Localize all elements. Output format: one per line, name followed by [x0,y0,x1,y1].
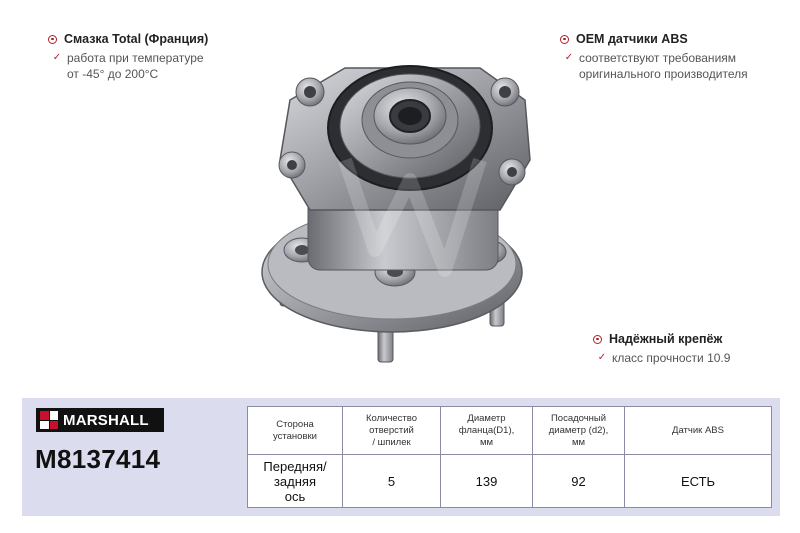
value-line: 92 [571,473,586,489]
spec-table-header-row [248,407,772,455]
header-line: Сторона [276,418,314,430]
header-seat-diameter [533,407,625,455]
header-abs-sensor [625,407,772,455]
check-icon: ✓ [52,52,62,63]
feature-lubricant-line: работа при температуре [67,51,204,65]
brand-name: MARSHALL [63,411,149,429]
circle-dot-icon [593,335,602,344]
spec-table-value-row [248,455,772,508]
header-line: отверстий [369,424,414,436]
header-line: установки [273,430,317,442]
value-line: Передняя/ [263,458,327,474]
feature-fastening-title: Надёжный крепёж [609,332,723,346]
feature-fastening [593,332,730,366]
header-side [248,407,343,455]
header-holes [343,407,441,455]
feature-lubricant-title-row [48,32,208,46]
header-line: диаметр (d2), [548,424,609,436]
part-number: M8137414 [35,444,161,474]
product-info-panel [22,398,780,516]
feature-lubricant [48,32,208,82]
brand-logo-icon [40,411,58,429]
header-flange-diameter [441,407,533,455]
feature-fastening-title-row [593,332,730,346]
feature-lubricant-title: Смазка Total (Франция) [64,32,209,46]
feature-abs-line: соответствуют требованиям [579,51,737,65]
feature-fastening-description [593,350,730,366]
value-line: ось [284,488,306,504]
feature-abs-title: OEM датчики ABS [576,32,688,46]
header-line: мм [479,436,494,448]
feature-lubricant-description [48,50,208,82]
brand-logo [36,408,164,432]
feature-abs-sensors [560,32,748,82]
value-side [248,455,343,508]
header-line: Диаметр [467,412,506,424]
check-icon: ✓ [564,52,574,63]
wheel-hub-image [250,40,560,370]
feature-abs-title-row [560,32,748,46]
value-abs-sensor [625,455,772,508]
feature-abs-line: оригинального производителя [579,67,748,81]
value-line: 5 [387,473,396,489]
value-flange-diameter [441,455,533,508]
value-line: 139 [475,473,498,489]
header-line: Датчик ABS [672,424,724,436]
feature-lubricant-line: от -45° до 200°С [67,67,159,81]
header-line: / шпилек [372,436,411,448]
header-line: фланца(D1), [458,424,515,436]
header-line: Количество [365,412,418,424]
circle-dot-icon [560,35,569,44]
spec-table [247,406,772,508]
check-icon: ✓ [597,352,607,363]
circle-dot-icon [48,35,57,44]
feature-fastening-line: класс прочности 10.9 [612,351,731,365]
header-line: мм [571,436,586,448]
value-holes [343,455,441,508]
value-seat-diameter [533,455,625,508]
header-line: Посадочный [550,412,607,424]
feature-abs-description [560,50,748,82]
value-line: ЕСТЬ [680,473,716,489]
value-line: задняя [273,473,317,489]
